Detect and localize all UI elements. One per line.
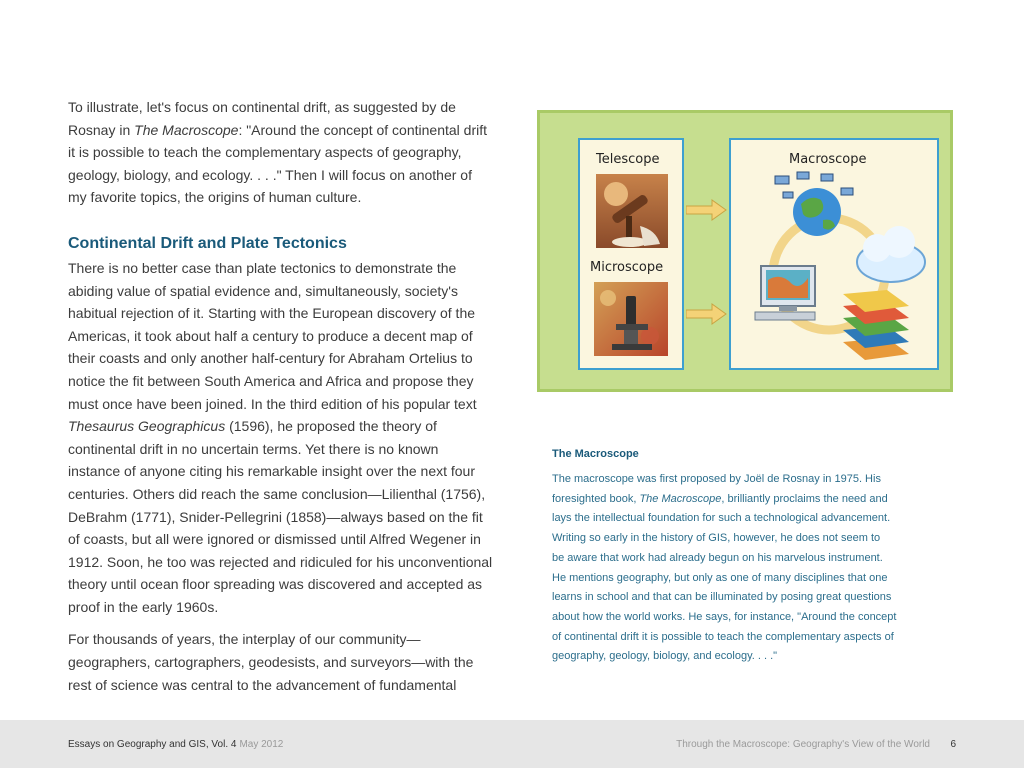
- book-title: The Macroscope: [639, 492, 722, 505]
- main-text-column: [68, 96, 493, 706]
- caption-title: The Macroscope: [552, 448, 639, 460]
- caption-line: Writing so early in the history of GIS, however, he does not seem to: [552, 532, 881, 545]
- footer-series: Essays on Geography and GIS, Vol. 4 May 2012: [68, 739, 284, 750]
- macroscope-panel: [729, 138, 939, 370]
- map-layers-icon: [843, 290, 909, 360]
- figure-caption: [552, 448, 942, 667]
- macroscope-label: Macroscope: [789, 152, 867, 167]
- telescope-label: Telescope: [596, 152, 660, 167]
- caption-line: lays the intellectual foundation for such a technological advancement.: [552, 512, 891, 525]
- intro-paragraph: To illustrate, let's focus on continental drift, as suggested by de Rosnay in The Macroscope: "Around the concept of continental drift it is possible to teach the complementary aspects of geography, geology, biology, and ecology. . . ." Then I will focus on another of my favorite topics, the origins of human culture.: [68, 99, 488, 206]
- caption-line: learns in school and that can be illuminated by posing great questions: [552, 591, 892, 604]
- caption-line: about how the world works. He says, for instance, "Around the concept: [552, 610, 897, 623]
- microscope-label: Microscope: [590, 260, 664, 275]
- book-title: Thesaurus Geographicus: [68, 418, 226, 435]
- macroscope-figure: [537, 110, 953, 392]
- page-footer: [0, 720, 1024, 768]
- instruments-panel: [578, 138, 684, 370]
- computer-icon: [755, 266, 815, 320]
- footer-date: May 2012: [239, 739, 284, 750]
- section-heading: Continental Drift and Plate Tectonics: [68, 234, 347, 252]
- microscope-image: [594, 282, 668, 356]
- page-number: 6: [950, 739, 956, 750]
- caption-line: geography, geology, biology, and ecology. . . .": [552, 650, 778, 663]
- body-paragraph-2: For thousands of years, the interplay of our community—geographers, cartographers, geodesists, and surveyors—with the rest of science was central to the advancement of fundamental: [68, 631, 474, 693]
- caption-line: The macroscope was first proposed by Joël de Rosnay in 1975. His: [552, 473, 881, 485]
- caption-line: He mentions geography, but only as one of many disciplines that one: [552, 571, 888, 584]
- globe-icon: [793, 188, 841, 236]
- telescope-image: [596, 174, 668, 248]
- book-title: The Macroscope: [134, 121, 239, 138]
- macroscope-diagram: [737, 170, 933, 366]
- body-paragraph-1: There is no better case than plate tectonics to demonstrate the abiding value of spatial evidence and, simultaneously, society's habitual rejection of it. Starting with the European discovery of the Americas, it took about half a century to produce a decent map of their coasts and only another half-century for Abraham Ortelius to notice the fit between South America and Africa and propose they must once have been joined. In the third edition of his popular text Thesaurus Geographicus (1596), he proposed the theory of continental drift in no uncertain terms. Yet there is no known instance of anyone citing his remarkable insight over the next four centuries. Others did reach the same conclusion—Lilienthal (1756), DeBrahm (1771), Snider-Pellegrini (1858)—always based on the fit of coasts, but all were ignored or dismissed until Alfred Wegener in 1912. Soon, he too was rejected and ridiculed for his unconventional theory until ocean floor spreading was discovered and accepted as proof in the early 1960s.: [68, 259, 493, 615]
- footer-title: Through the Macroscope: Geography's View of the World: [676, 739, 930, 750]
- arrow-right-icon: [686, 303, 728, 325]
- arrow-right-icon: [686, 199, 728, 221]
- caption-line: be aware that work had already begun on his marvelous instrument.: [552, 551, 883, 564]
- caption-line: of continental drift it is possible to teach the complementary aspects of: [552, 630, 894, 643]
- caption-line: foresighted book, The Macroscope, brilliantly proclaims the need and: [552, 492, 888, 505]
